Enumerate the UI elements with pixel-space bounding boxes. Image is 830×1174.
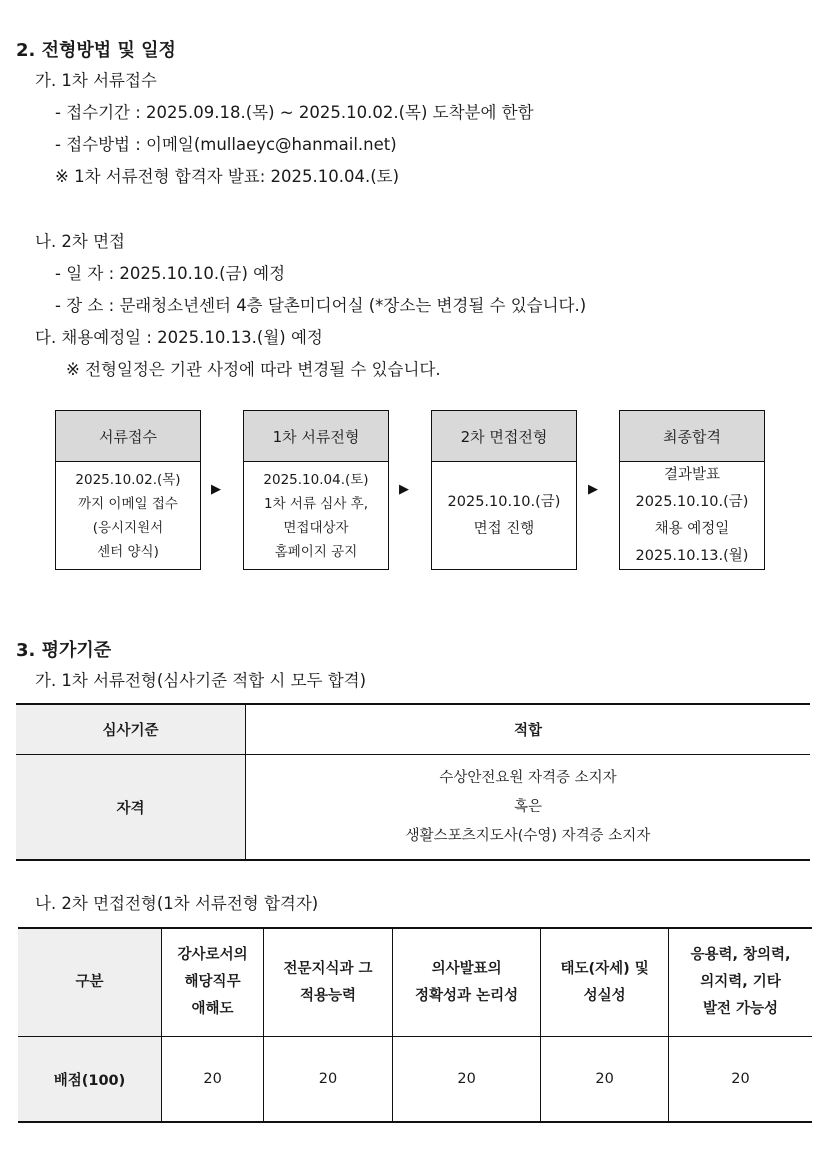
score-cell: 20 xyxy=(392,1037,540,1123)
header-line: 의지력, 기타 xyxy=(700,974,781,990)
step1-title: 가. 1차 서류접수 xyxy=(35,71,157,90)
document-criteria-table xyxy=(16,703,810,861)
flow-arrow-icon: ▶ xyxy=(399,482,409,497)
flow-step-line: 2025.10.10.(금) xyxy=(635,493,749,510)
table-header-cell: 구분 xyxy=(18,928,162,1037)
table-header-cell xyxy=(162,928,264,1037)
flow-step-document-submission xyxy=(55,410,201,570)
flow-step-line: 2025.10.02.(목) xyxy=(75,471,181,488)
flow-step-line: 2025.10.10.(금) xyxy=(447,493,561,510)
flow-arrow-icon: ▶ xyxy=(588,482,598,497)
qualification-line: 혹은 xyxy=(513,798,542,815)
flow-step-line: 2025.10.04.(토) xyxy=(263,471,369,488)
header-line: 발전 가능성 xyxy=(702,1001,779,1017)
section3-title: 3. 평가기준 xyxy=(16,640,112,661)
table-header-cell xyxy=(264,928,393,1037)
table-row-label: 자격 xyxy=(16,755,246,861)
table-cell xyxy=(246,755,811,861)
hire-date: 다. 채용예정일 : 2025.10.13.(월) 예정 xyxy=(35,328,323,347)
interview-screening-title: 나. 2차 면접전형(1차 서류전형 합격자) xyxy=(35,894,319,913)
table-header-cell xyxy=(392,928,540,1037)
flow-step-line: 면접 진행 xyxy=(473,520,535,537)
schedule-change-note: ※ 전형일정은 기관 사정에 따라 변경될 수 있습니다. xyxy=(66,360,441,379)
application-period: - 접수기간 : 2025.09.18.(목) ~ 2025.10.02.(목) 도착분에 한함 xyxy=(55,103,534,122)
score-cell: 20 xyxy=(264,1037,393,1123)
document-screening-title: 가. 1차 서류전형(심사기준 적합 시 모두 합격) xyxy=(35,671,367,690)
table-header-cell xyxy=(668,928,812,1037)
flow-step-line: 2025.10.13.(월) xyxy=(635,547,749,564)
table-header-cell: 적합 xyxy=(246,704,811,755)
flow-step-line: 채용 예정일 xyxy=(654,520,730,537)
flow-step-head: 2차 면접전형 xyxy=(432,411,576,462)
header-line: 정확성과 논리성 xyxy=(415,987,519,1004)
header-line: 애해도 xyxy=(191,1001,234,1017)
score-cell: 20 xyxy=(162,1037,264,1123)
flow-step-document-screening xyxy=(243,410,389,570)
flow-step-line: 결과발표 xyxy=(663,466,721,483)
header-line: 응용력, 창의력, xyxy=(690,947,791,963)
flow-step-head: 1차 서류전형 xyxy=(244,411,388,462)
flow-step-head: 서류접수 xyxy=(56,411,200,462)
header-line: 성실성 xyxy=(583,987,626,1004)
step1-announcement-note: ※ 1차 서류전형 합격자 발표: 2025.10.04.(토) xyxy=(55,167,400,186)
score-cell: 20 xyxy=(541,1037,669,1123)
score-cell: 20 xyxy=(668,1037,812,1123)
application-method: - 접수방법 : 이메일(mullaeyc@hanmail.net) xyxy=(55,135,397,154)
table-header-cell: 심사기준 xyxy=(16,704,246,755)
header-line: 강사로서의 xyxy=(177,947,248,963)
header-line: 태도(자세) 및 xyxy=(560,960,649,977)
flow-step-interview xyxy=(431,410,577,570)
qualification-line: 수상안전요원 자격증 소지자 xyxy=(439,769,617,786)
flow-step-line: 까지 이메일 접수 xyxy=(78,495,178,512)
step2-title: 나. 2차 면접 xyxy=(35,232,125,251)
interview-date: - 일 자 : 2025.10.10.(금) 예정 xyxy=(55,264,286,283)
flow-step-line: 센터 양식) xyxy=(97,543,159,560)
table-row-label: 배점(100) xyxy=(18,1037,162,1123)
flow-step-line: 홈페이지 공지 xyxy=(274,543,358,560)
section2-title: 2. 전형방법 및 일정 xyxy=(16,40,176,61)
interview-place: - 장 소 : 문래청소년센터 4층 달촌미디어실 (*장소는 변경될 수 있습니다.) xyxy=(55,296,587,315)
header-line: 적용능력 xyxy=(300,987,357,1004)
flow-step-final xyxy=(619,410,765,570)
flow-step-line: (응시지원서 xyxy=(92,519,164,536)
table-header-cell xyxy=(541,928,669,1037)
flow-arrow-icon: ▶ xyxy=(211,482,221,497)
qualification-line: 생활스포츠지도사(수영) 자격증 소지자 xyxy=(405,827,651,844)
interview-criteria-table xyxy=(18,927,812,1123)
flow-step-line: 면접대상자 xyxy=(283,519,349,536)
header-line: 전문지식과 그 xyxy=(283,960,373,977)
flow-step-line: 1차 서류 심사 후, xyxy=(264,495,368,512)
header-line: 의사발표의 xyxy=(431,960,502,977)
flow-step-head: 최종합격 xyxy=(620,411,764,462)
header-line: 해당직무 xyxy=(184,974,241,990)
